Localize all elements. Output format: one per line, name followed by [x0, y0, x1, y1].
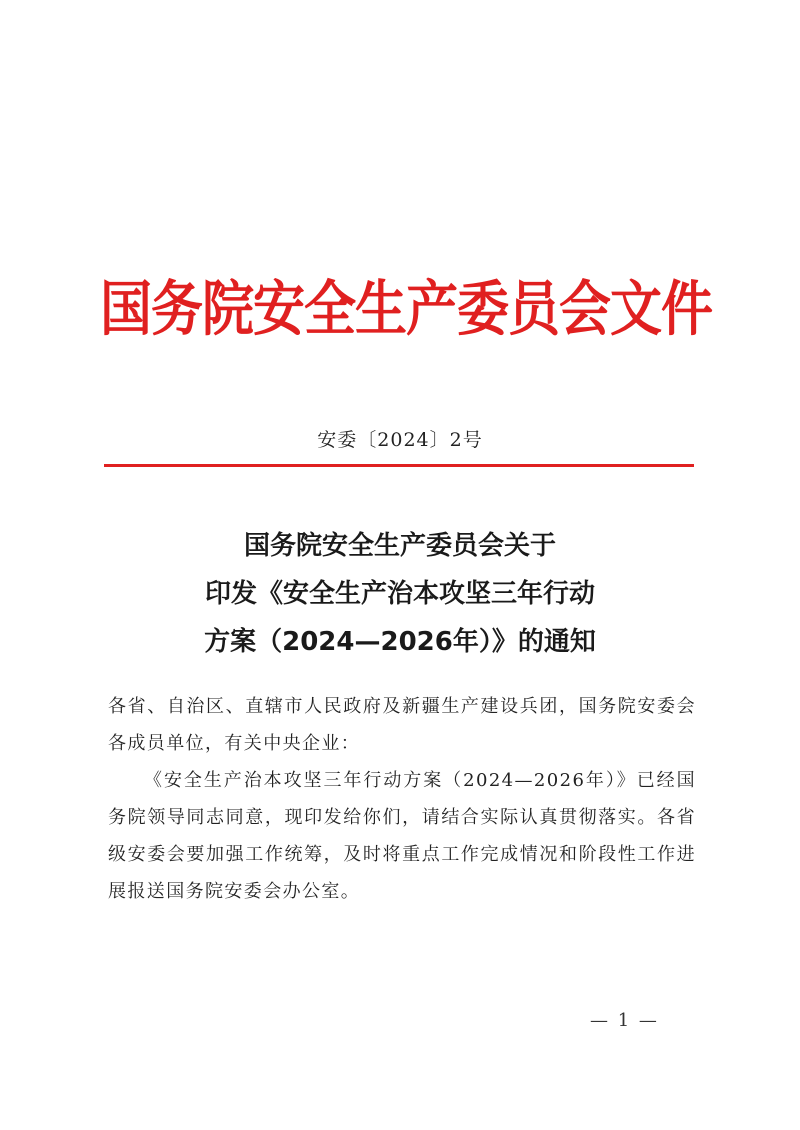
notice-title: [100, 522, 700, 666]
recipients-paragraph: 各省、自治区、直辖市人民政府及新疆生产建设兵团，国务院安委会各成员单位，有关中央企业：: [108, 696, 696, 754]
notice-title-line-2: 印发《安全生产治本攻坚三年行动: [204, 579, 595, 609]
notice-title-line-3: 方案（2024—2026年）》的通知: [204, 627, 596, 657]
body-paragraph: 《安全生产治本攻坚三年行动方案（2024—2026年）》已经国务院领导同志同意，现印发给你们，请结合实际认真贯彻落实。各省级安委会要加强工作统筹，及时将重点工作完成情况和阶段性工作进展报送国务院安委会办公室。: [108, 770, 696, 902]
issuer-header-title: 国务院安全生产委员会文件: [100, 275, 713, 345]
notice-title-line-1: 国务院安全生产委员会关于: [243, 531, 556, 561]
red-separator-line: [104, 464, 694, 467]
page-number: — 1 —: [590, 1010, 659, 1031]
document-body: [108, 688, 696, 910]
document-number: 安委〔2024〕2号: [317, 429, 483, 451]
